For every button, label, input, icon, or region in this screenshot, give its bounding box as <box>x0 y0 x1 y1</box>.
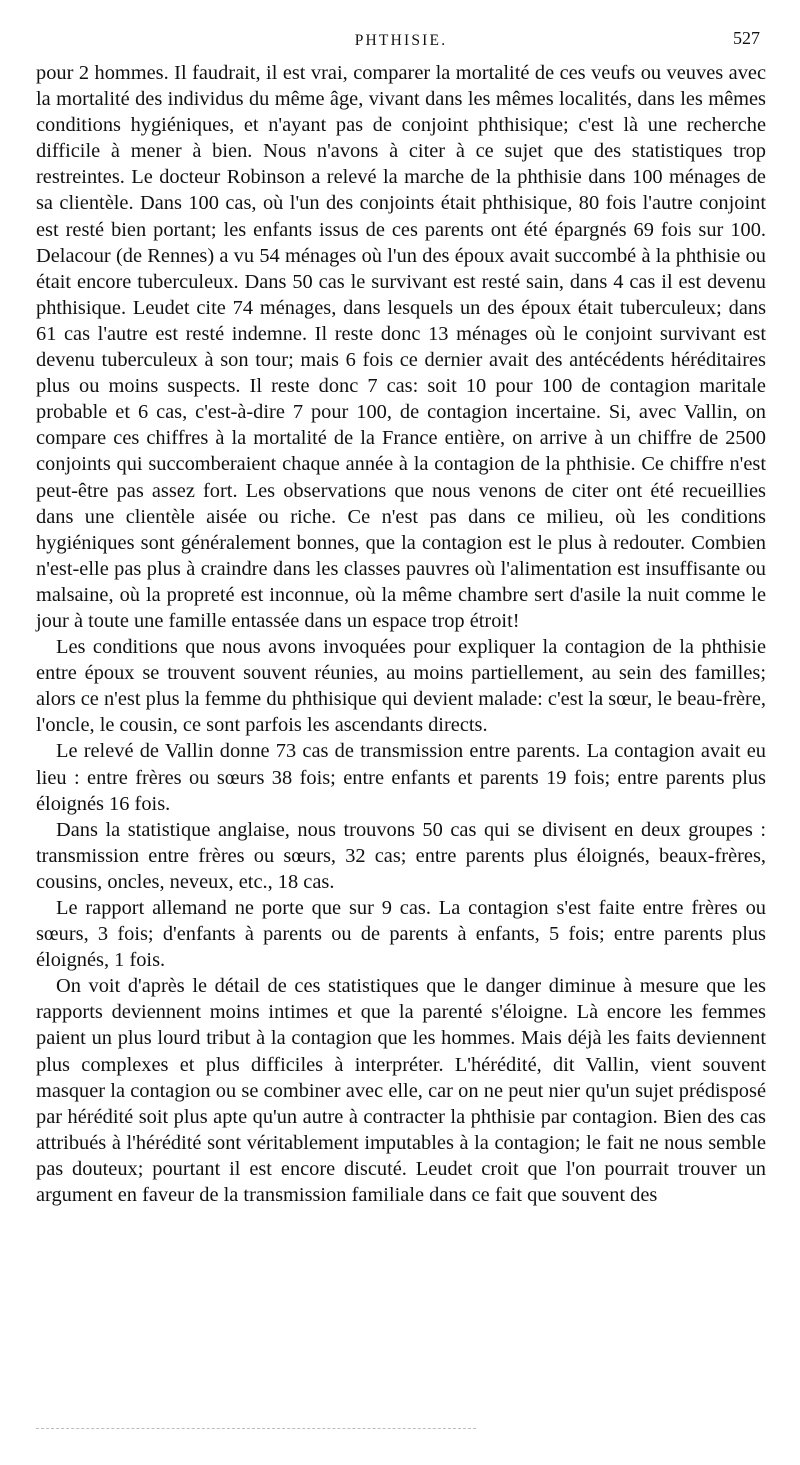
page-header <box>36 26 766 60</box>
paragraph: Les conditions que nous avons invoquées pour expliquer la contagion de la phthisie entre époux se trouvent souvent réunies, au moins partiellement, au sein des familles; alors ce n'est plus la femme du phthisique qui devient malade: c'est la sœur, le beau-frère, l'oncle, le cousin, ce sont parfois les ascendants directs. <box>36 636 766 737</box>
footer-rule <box>36 1428 476 1430</box>
body-text <box>36 60 766 1208</box>
page-number: 527 <box>733 28 760 48</box>
paragraph: On voit d'après le détail de ces statistiques que le danger diminue à mesure que les rapports deviennent moins intimes et que la parenté s'éloigne. Là encore les femmes paient un plus lourd tribut à la contagion que les hommes. Mais déjà les faits deviennent plus complexes et plus difficiles à interpréter. L'hérédité, dit Vallin, vient souvent masquer la contagion ou se combiner avec elle, car on ne peut nier qu'un sujet prédisposé par hérédité soit plus apte qu'un autre à contracter la phthisie par contagion. Bien des cas attribués à l'hérédité sont véritablement imputables à la contagion; le fait ne nous semble pas douteux; pourtant il est encore discuté. Leudet croit que l'on pourrait trouver un argument en faveur de la transmission familiale dans ce fait que souvent des <box>36 975 766 1207</box>
running-title: PHTHISIE. <box>354 32 448 49</box>
paragraph: Le relevé de Vallin donne 73 cas de transmission entre parents. La contagion avait eu lieu : entre frères ou sœurs 38 fois; entre enfants et parents 19 fois; entre parents plus éloignés 16 fois. <box>36 740 766 815</box>
book-page <box>36 26 766 1208</box>
paragraph: Le rapport allemand ne porte que sur 9 cas. La contagion s'est faite entre frères ou sœurs, 3 fois; d'enfants à parents ou de parents à enfants, 5 fois; entre parents plus éloignés, 1 fois. <box>36 897 766 972</box>
paragraph: pour 2 hommes. Il faudrait, il est vrai, comparer la mortalité de ces veufs ou veuves avec la mortalité des individus du même âge, vivant dans les mêmes localités, dans les mêmes conditions hygiéniques, et n'ayant pas de conjoint phthisique; c'est là une recherche difficile à mener à bien. Nous n'avons à citer à ce sujet que des statistiques trop restreintes. Le docteur Robinson a relevé la marche de la phthisie dans 100 ménages de sa clientèle. Dans 100 cas, où l'un des conjoints était phthisique, 80 fois l'autre conjoint est resté bien portant; les enfants issus de ces parents ont été épargnés 69 fois sur 100. Delacour (de Rennes) a vu 54 ménages où l'un des époux avait succombé à la phthisie ou était encore tuberculeux. Dans 50 cas le survivant est resté sain, dans 4 cas il est devenu phthisique. Leudet cite 74 ménages, dans lesquels un des époux était tuberculeux; dans 61 cas l'autre est resté indemne. Il reste donc 13 ménages où le conjoint survivant est devenu tuberculeux à son tour; mais 6 fois ce dernier avait des antécédents héréditaires plus ou moins suspects. Il reste donc 7 cas: soit 10 pour 100 de contagion maritale probable et 6 cas, c'est-à-dire 7 pour 100, de contagion incertaine. Si, avec Vallin, on compare ces chiffres à la mortalité de la France entière, on arrive à un chiffre de 2500 conjoints qui succomberaient chaque année à la contagion de la phthisie. Ce chiffre n'est peut-être pas assez fort. Les observations que nous venons de citer ont été recueillies dans une clientèle aisée ou riche. Ce n'est pas dans ce milieu, où les conditions hygiéniques sont généralement bonnes, que la contagion est le plus à redouter. Combien n'est-elle pas plus à craindre dans les classes pauvres où l'alimentation est insuffisante ou malsaine, où la propreté est inconnue, où la même chambre sert d'asile la nuit comme le jour à toute une famille entassée dans un espace trop étroit! <box>36 62 766 632</box>
paragraph: Dans la statistique anglaise, nous trouvons 50 cas qui se divisent en deux groupes : transmission entre frères ou sœurs, 32 cas; entre parents plus éloignés, beaux-frères, cousins, oncles, neveux, etc., 18 cas. <box>36 818 766 893</box>
